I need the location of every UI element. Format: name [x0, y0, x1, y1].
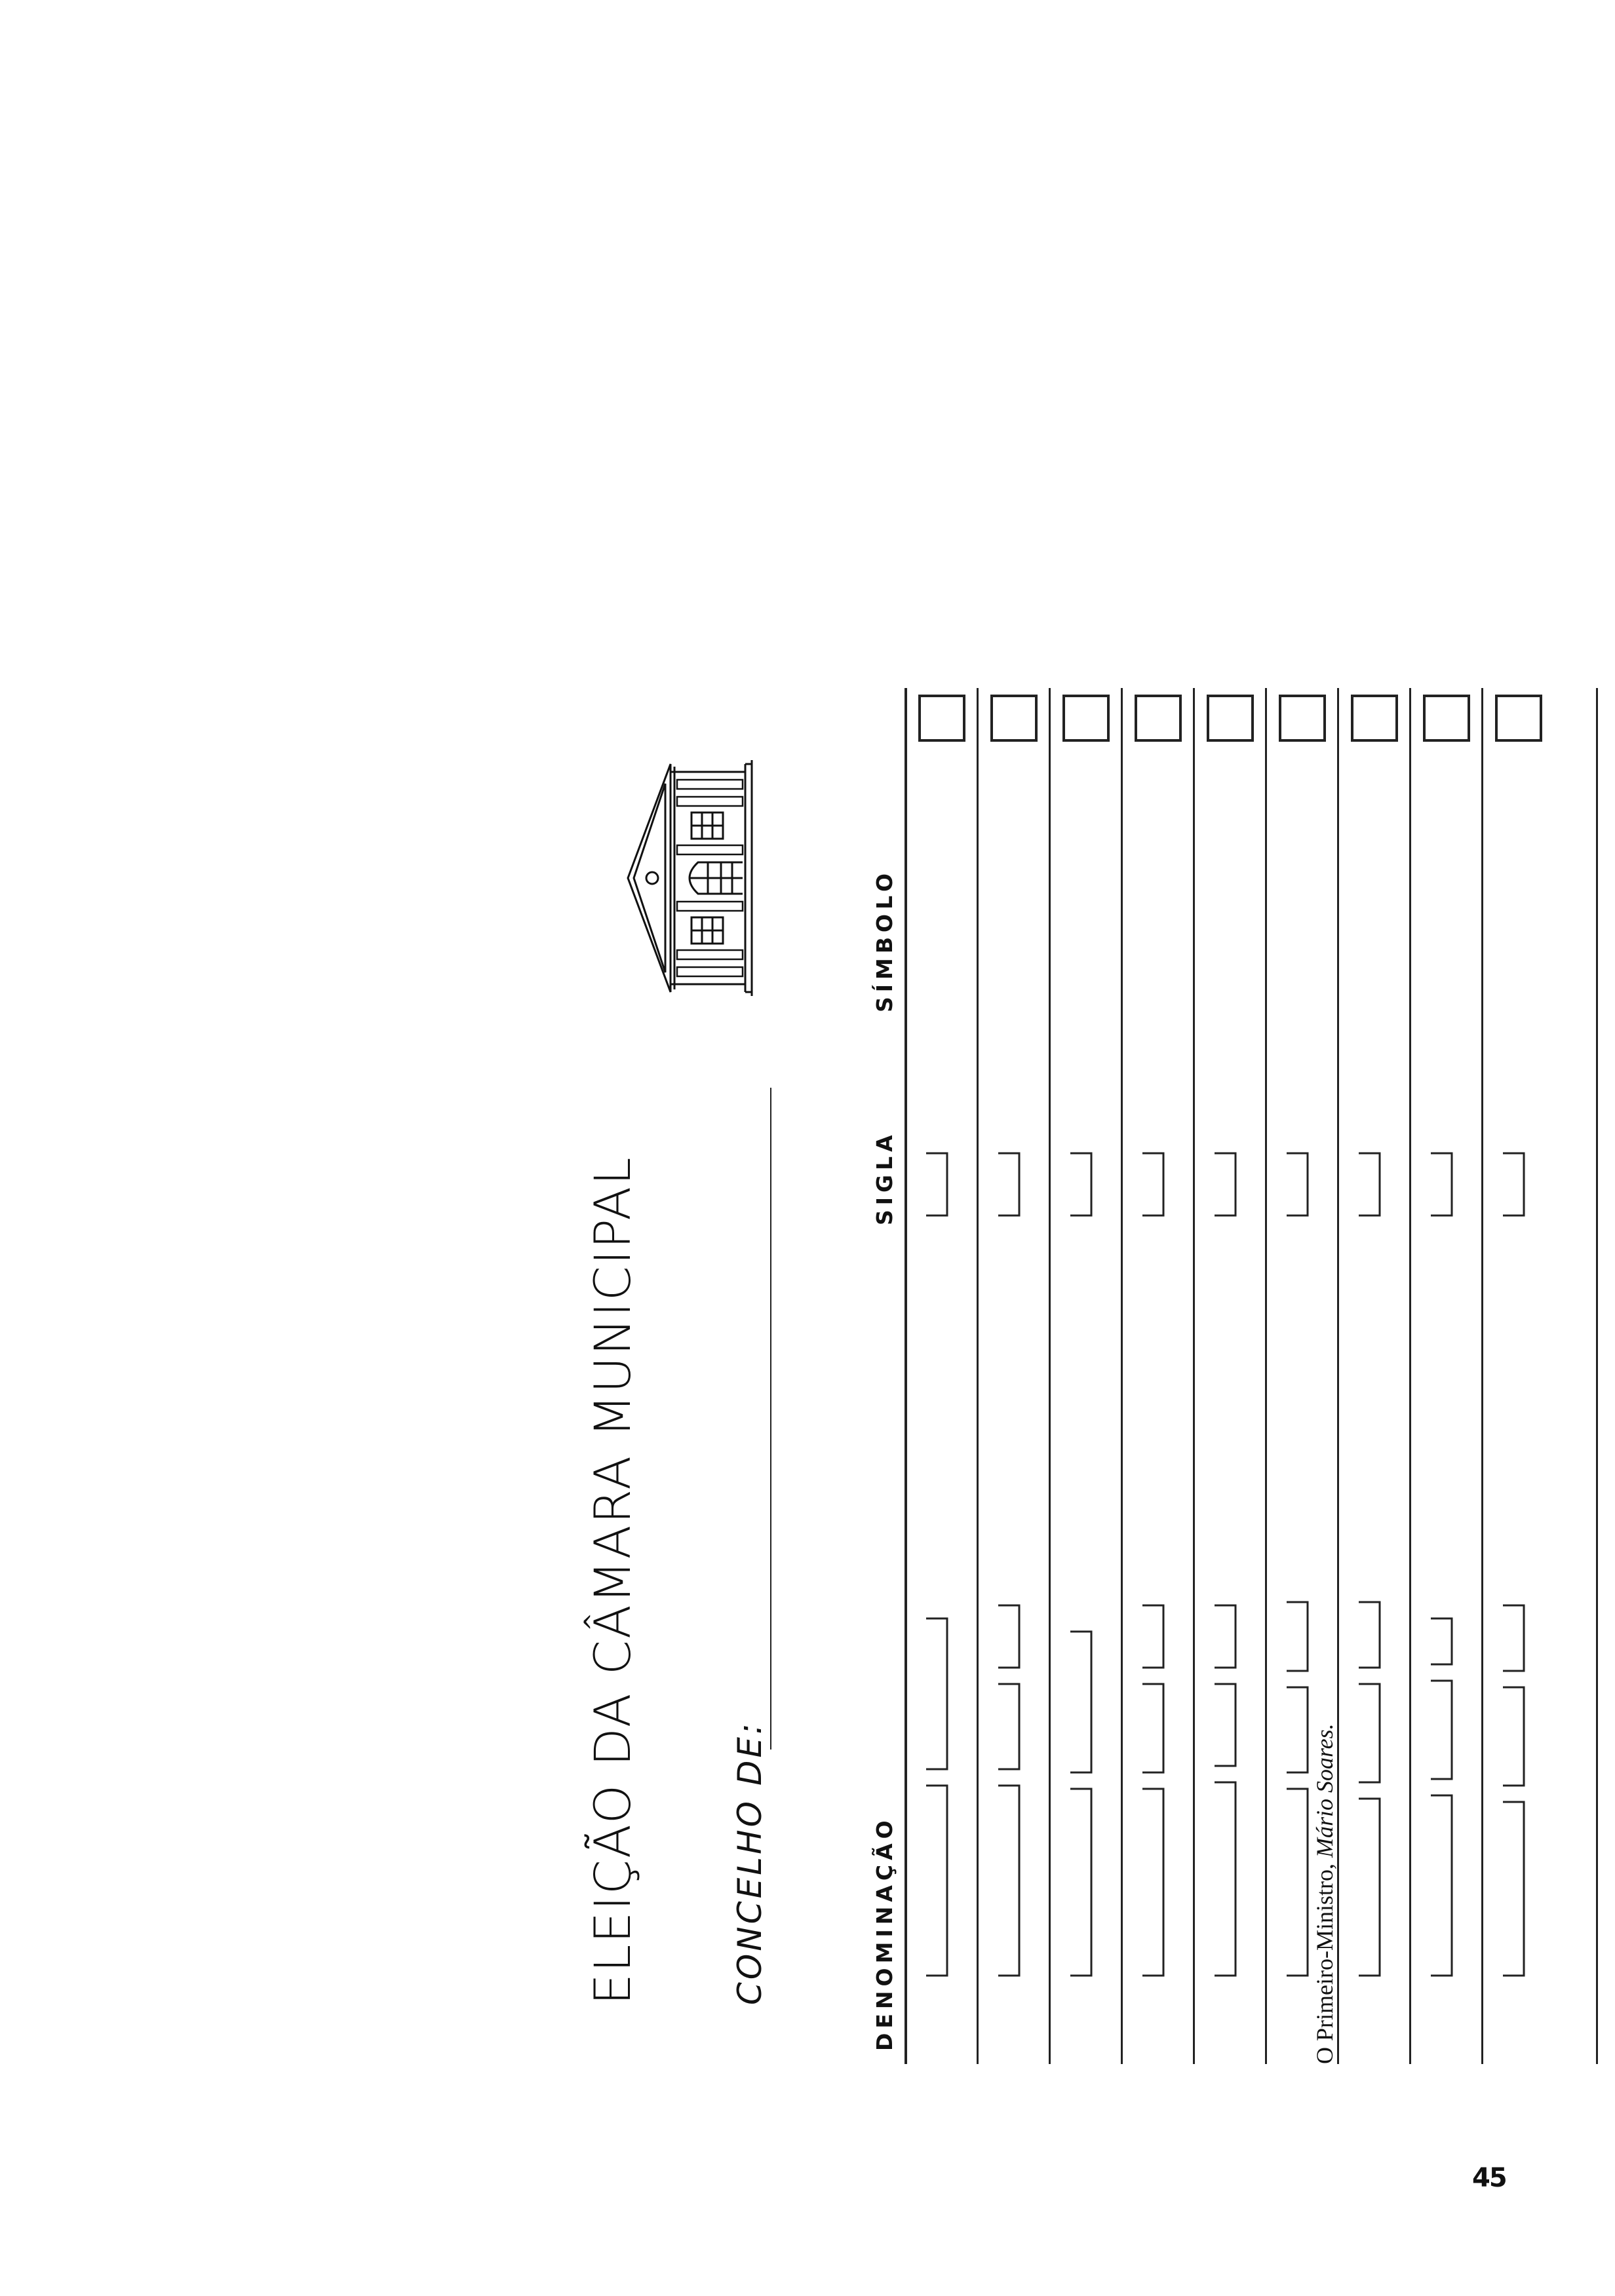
table-bottom-rule [1596, 688, 1598, 2064]
denominacao-blank[interactable] [1359, 1799, 1380, 1976]
column-header-simbolo: SÍMBOLO [872, 869, 897, 1012]
denominacao-blank[interactable] [1287, 1789, 1308, 1976]
denominacao-blank[interactable] [998, 1605, 1019, 1668]
denominacao-blank[interactable] [1070, 1632, 1091, 1772]
table-row [1409, 688, 1411, 2064]
concelho-label: CONCELHO DE: [731, 1721, 769, 2005]
candidates-table [872, 688, 1606, 2064]
row-slots [1483, 688, 1555, 2064]
symbol-box[interactable] [1135, 695, 1182, 742]
row-slots [1123, 688, 1195, 2064]
sigla-blank[interactable] [1070, 1153, 1091, 1215]
symbol-box[interactable] [1279, 695, 1326, 742]
symbol-box[interactable] [1207, 695, 1254, 742]
denominacao-blank[interactable] [1431, 1681, 1452, 1779]
column-header-denominacao: DENOMINAÇÃO [872, 1816, 897, 2051]
table-row [1481, 688, 1483, 2064]
sigla-blank[interactable] [998, 1153, 1019, 1215]
signature-prefix: O Primeiro-Ministro, [1312, 1858, 1338, 2064]
form-title: ELEIÇÃO DA CÂMARA MUNICIPAL [583, 1156, 642, 2005]
row-slots [1195, 688, 1267, 2064]
denominacao-blank[interactable] [1431, 1618, 1452, 1664]
sigla-blank[interactable] [1142, 1153, 1163, 1215]
denominacao-blank[interactable] [926, 1786, 947, 1976]
denominacao-blank[interactable] [1431, 1795, 1452, 1976]
sigla-blank[interactable] [1431, 1153, 1452, 1215]
row-slots [1339, 688, 1411, 2064]
symbol-box[interactable] [1062, 695, 1110, 742]
denominacao-blank[interactable] [1503, 1687, 1524, 1786]
denominacao-blank[interactable] [1142, 1789, 1163, 1976]
table-row [1049, 688, 1051, 2064]
signature-line [1311, 1723, 1338, 2064]
table-row [1193, 688, 1195, 2064]
symbol-box[interactable] [918, 695, 965, 742]
row-slots [1411, 688, 1483, 2064]
sigla-blank[interactable] [1287, 1153, 1308, 1215]
symbol-box[interactable] [1351, 695, 1398, 742]
column-header-sigla: SIGLA [872, 1130, 897, 1225]
table-header-rule [905, 688, 907, 2064]
denominacao-blank[interactable] [998, 1786, 1019, 1976]
denominacao-blank[interactable] [1215, 1605, 1236, 1668]
denominacao-blank[interactable] [1503, 1802, 1524, 1976]
denominacao-blank[interactable] [926, 1618, 947, 1769]
denominacao-blank[interactable] [1287, 1602, 1308, 1671]
ballot-form [564, 688, 1338, 2064]
table-row [977, 688, 979, 2064]
denominacao-blank[interactable] [1142, 1684, 1163, 1772]
symbol-box[interactable] [1495, 695, 1542, 742]
row-slots [1051, 688, 1123, 2064]
table-row [1265, 688, 1267, 2064]
concelho-field [731, 1088, 777, 2005]
symbol-box[interactable] [1423, 695, 1470, 742]
denominacao-blank[interactable] [1287, 1687, 1308, 1772]
symbol-box[interactable] [990, 695, 1038, 742]
denominacao-blank[interactable] [998, 1684, 1019, 1769]
page-number: 45 [1472, 2163, 1506, 2193]
row-slots [979, 688, 1051, 2064]
denominacao-blank[interactable] [1503, 1605, 1524, 1671]
signature-name: Mário Soares. [1312, 1723, 1338, 1858]
denominacao-blank[interactable] [1215, 1782, 1236, 1976]
denominacao-blank[interactable] [1215, 1684, 1236, 1766]
concelho-blank-line [770, 1088, 771, 1750]
sigla-blank[interactable] [1215, 1153, 1236, 1215]
denominacao-blank[interactable] [1359, 1684, 1380, 1782]
denominacao-blank[interactable] [1070, 1789, 1091, 1976]
denominacao-blank[interactable] [1359, 1602, 1380, 1668]
sigla-blank[interactable] [1359, 1153, 1380, 1215]
sigla-blank[interactable] [926, 1153, 947, 1215]
sigla-blank[interactable] [1503, 1153, 1524, 1215]
table-row [1121, 688, 1123, 2064]
row-slots [906, 688, 979, 2064]
denominacao-blank[interactable] [1142, 1605, 1163, 1668]
town-hall-icon [626, 760, 754, 996]
